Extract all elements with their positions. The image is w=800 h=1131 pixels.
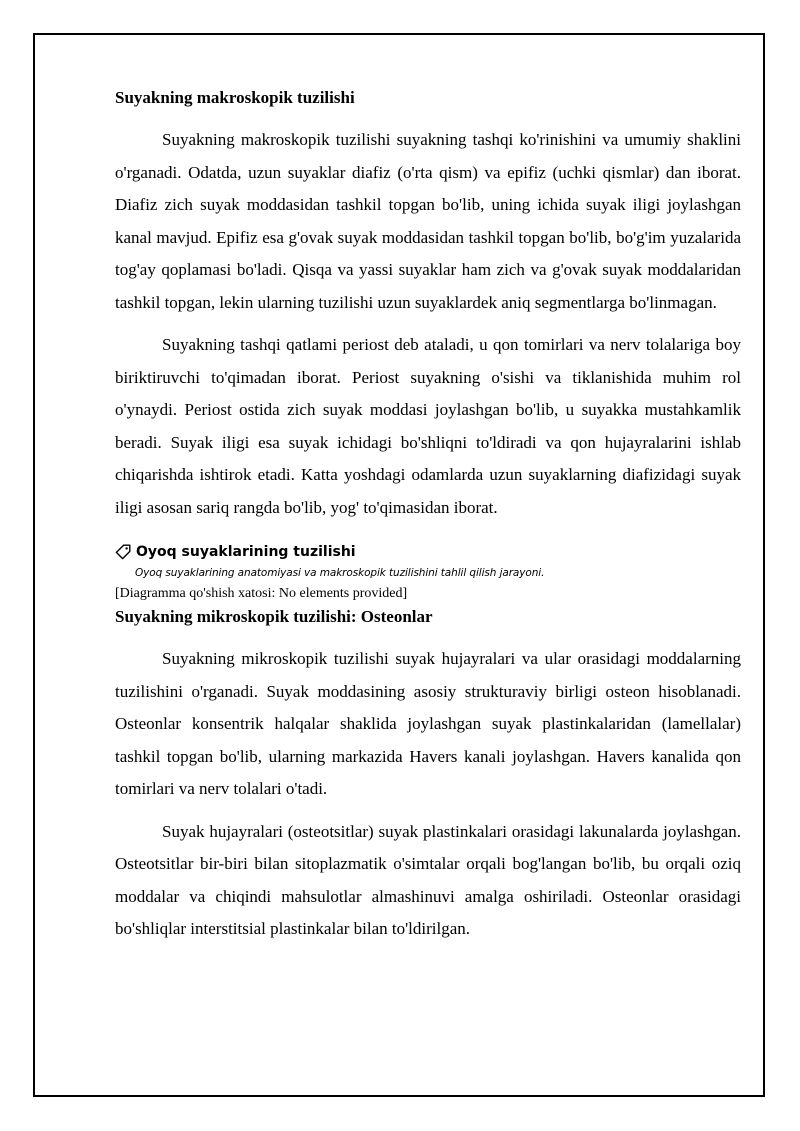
section-heading-macroscopic: Suyakning makroskopik tuzilishi <box>115 88 355 107</box>
figure-caption: Oyoq suyaklarining anatomiyasi va makroskopik tuzilishini tahlil qilish jarayoni. <box>135 567 545 579</box>
paragraph-microscopic-1: Suyakning mikroskopik tuzilishi suyak hujayralari va ular orasidagi moddalarning tuzilishini o'rganadi. Suyak moddasining asosiy strukturaviy birligi osteon hisoblanadi. Osteonlar konsentrik halqalar shaklida joylashgan suyak plastinkalaridan (lamellalar) tashkil topgan bo'lib, ularning markazida Havers kanali joylashgan. Havers kanalida qon tomirlari va nerv tolalari o'tadi. <box>115 649 741 798</box>
document-content <box>115 86 741 946</box>
paragraph-microscopic-2: Suyak hujayralari (osteotsitlar) suyak plastinkalari orasidagi lakunalarda joylashgan. Osteotsitlar bir-biri bilan sitoplazmatik o'simtalar orqali bog'langan bo'lib, bu orqali oziq moddalar va chiqindi mahsulotlar almashinuvi amalga oshiriladi. Osteonlar orasidagi bo'shliqlar interstitsial plastinkalar bilan to'ldirilgan. <box>115 821 741 938</box>
figure-title: Oyoq suyaklarining tuzilishi <box>136 544 356 560</box>
figure-title-row <box>115 541 741 563</box>
diagram-error-message: [Diagramma qo'shish xatosi: No elements provided] <box>115 586 408 601</box>
figure-block <box>115 541 741 605</box>
section-heading-microscopic: Suyakning mikroskopik tuzilishi: Osteonlar <box>115 607 433 626</box>
tag-icon <box>115 544 131 560</box>
paragraph-macroscopic-1: Suyakning makroskopik tuzilishi suyakning tashqi ko'rinishini va umumiy shaklini o'rganadi. Odatda, uzun suyaklar diafiz (o'rta qism) va epifiz (uchki qismlar) dan iborat. Diafiz zich suyak moddasidan tashkil topgan bo'lib, uning ichida suyak iligi joylashgan kanal mavjud. Epifiz esa g'ovak suyak moddasidan tashkil topgan bo'lib, bo'g'im yuzalarida tog'ay qoplamasi bo'ladi. Qisqa va yassi suyaklar ham zich va g'ovak suyak moddalaridan tashkil topgan, lekin ularning tuzilishi uzun suyaklardek aniq segmentlarga bo'linmagan. <box>115 130 741 312</box>
paragraph-macroscopic-2: Suyakning tashqi qatlami periost deb ataladi, u qon tomirlari va nerv tolalariga boy biriktiruvchi to'qimadan iborat. Periost suyakning o'sishi va tiklanishida muhim rol o'ynaydi. Periost ostida zich suyak moddasi joylashgan bo'lib, u suyakka mustahkamlik beradi. Suyak iligi esa suyak ichidagi bo'shliqni to'ldiradi va qon hujayralarini ishlab chiqarishda ishtirok etadi. Katta yoshdagi odamlarda uzun suyaklarning diafizidagi suyak iligi asosan sariq rangda bo'lib, yog' to'qimasidan iborat. <box>115 335 741 517</box>
